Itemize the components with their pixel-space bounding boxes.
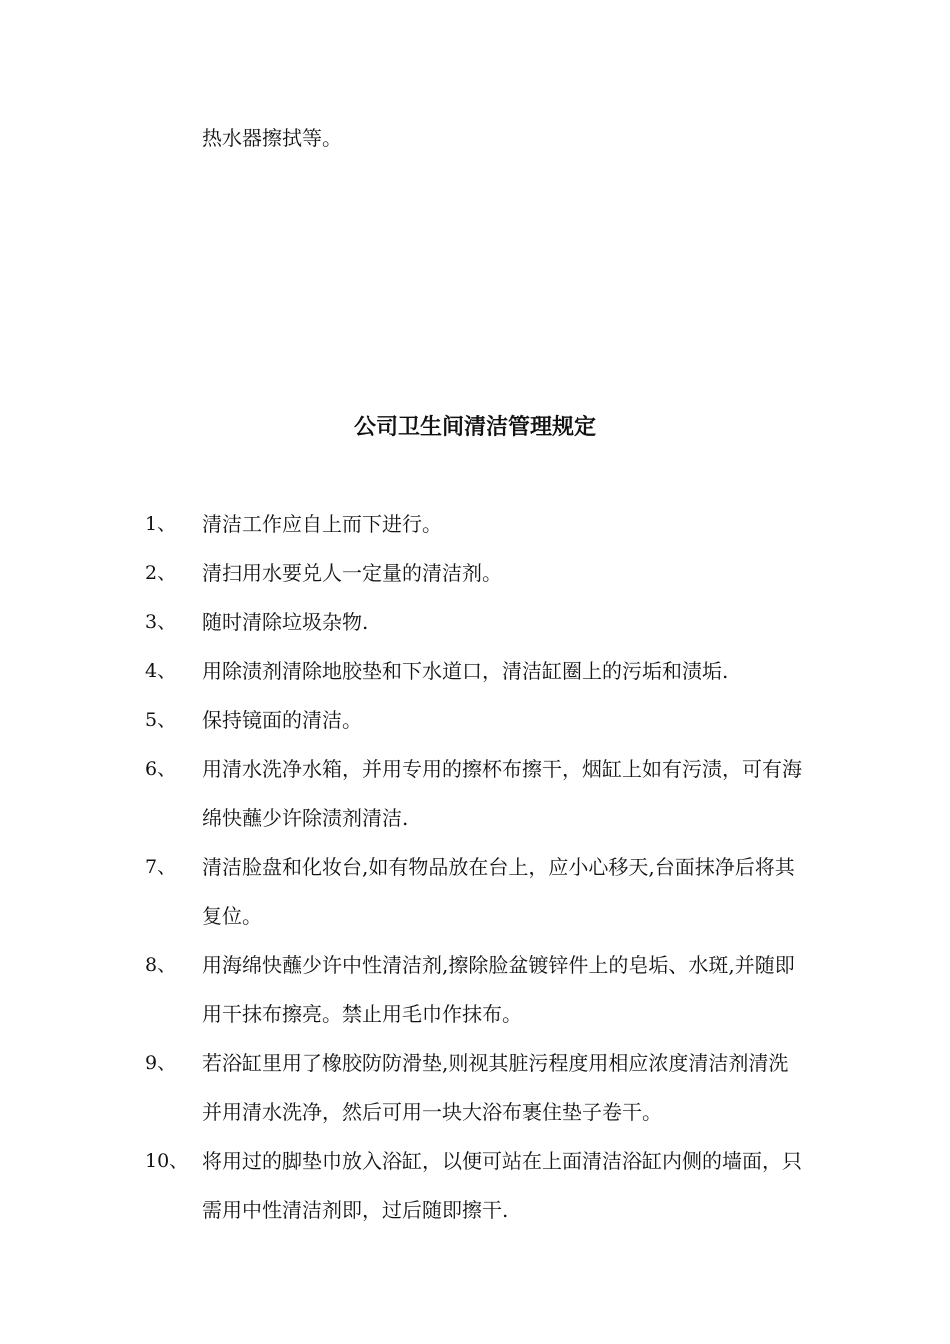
list-item-number: 8、 xyxy=(145,954,177,976)
list-item-number: 7、 xyxy=(145,856,177,878)
list-item-text: 随时清除垃圾杂物. xyxy=(202,610,369,634)
list-item-number: 4、 xyxy=(145,660,177,682)
list-item-text: 清扫用水要兑人一定量的清洁剂。 xyxy=(202,561,502,585)
rules-list xyxy=(0,500,950,1235)
list-item-text: 清洁脸盘和化妆台,如有物品放在台上，应小心移天,台面抹净后将其复位。 xyxy=(202,855,795,928)
list-item-7 xyxy=(0,843,950,941)
list-item-number: 5、 xyxy=(145,709,177,731)
list-item-text: 若浴缸里用了橡胶防防滑垫,则视其脏污程度用相应浓度清洁剂清洗并用清水洗净，然后可用一块大浴布裹住垫子卷干。 xyxy=(202,1051,789,1124)
page-title: 公司卫生间清洁管理规定 xyxy=(353,415,596,440)
list-item-3 xyxy=(0,598,950,647)
list-item-number: 6、 xyxy=(145,758,177,780)
list-item-2 xyxy=(0,549,950,598)
list-item-number: 2、 xyxy=(145,562,177,584)
list-item-number: 3、 xyxy=(145,611,177,633)
list-item-text: 用清水洗净水箱，并用专用的擦杯布擦干，烟缸上如有污渍，可有海绵快蘸少许除渍剂清洁. xyxy=(202,757,802,830)
list-item-number: 10、 xyxy=(145,1150,189,1172)
list-item-text: 保持镜面的清洁。 xyxy=(202,708,362,732)
list-item-text: 用除渍剂清除地胶垫和下水道口，清洁缸圈上的污垢和渍垢. xyxy=(202,659,729,683)
list-item-6 xyxy=(0,745,950,843)
list-item-4 xyxy=(0,647,950,696)
previous-page-tail: 热水器擦拭等。 xyxy=(202,126,342,150)
list-item-number: 9、 xyxy=(145,1052,177,1074)
list-item-5 xyxy=(0,696,950,745)
list-item-1 xyxy=(0,500,950,549)
list-item-text: 将用过的脚垫巾放入浴缸，以便可站在上面清洁浴缸内侧的墙面，只需用中性清洁剂即，过后随即擦干. xyxy=(202,1149,802,1222)
list-item-9 xyxy=(0,1039,950,1137)
list-item-text: 清洁工作应自上而下进行。 xyxy=(202,512,442,536)
list-item-text: 用海绵快蘸少许中性清洁剂,擦除脸盆镀锌件上的皂垢、水斑,并随即用干抹布擦亮。禁止用毛巾作抹布。 xyxy=(202,953,795,1026)
list-item-8 xyxy=(0,941,950,1039)
list-item-10 xyxy=(0,1137,950,1235)
list-item-number: 1、 xyxy=(145,513,177,535)
